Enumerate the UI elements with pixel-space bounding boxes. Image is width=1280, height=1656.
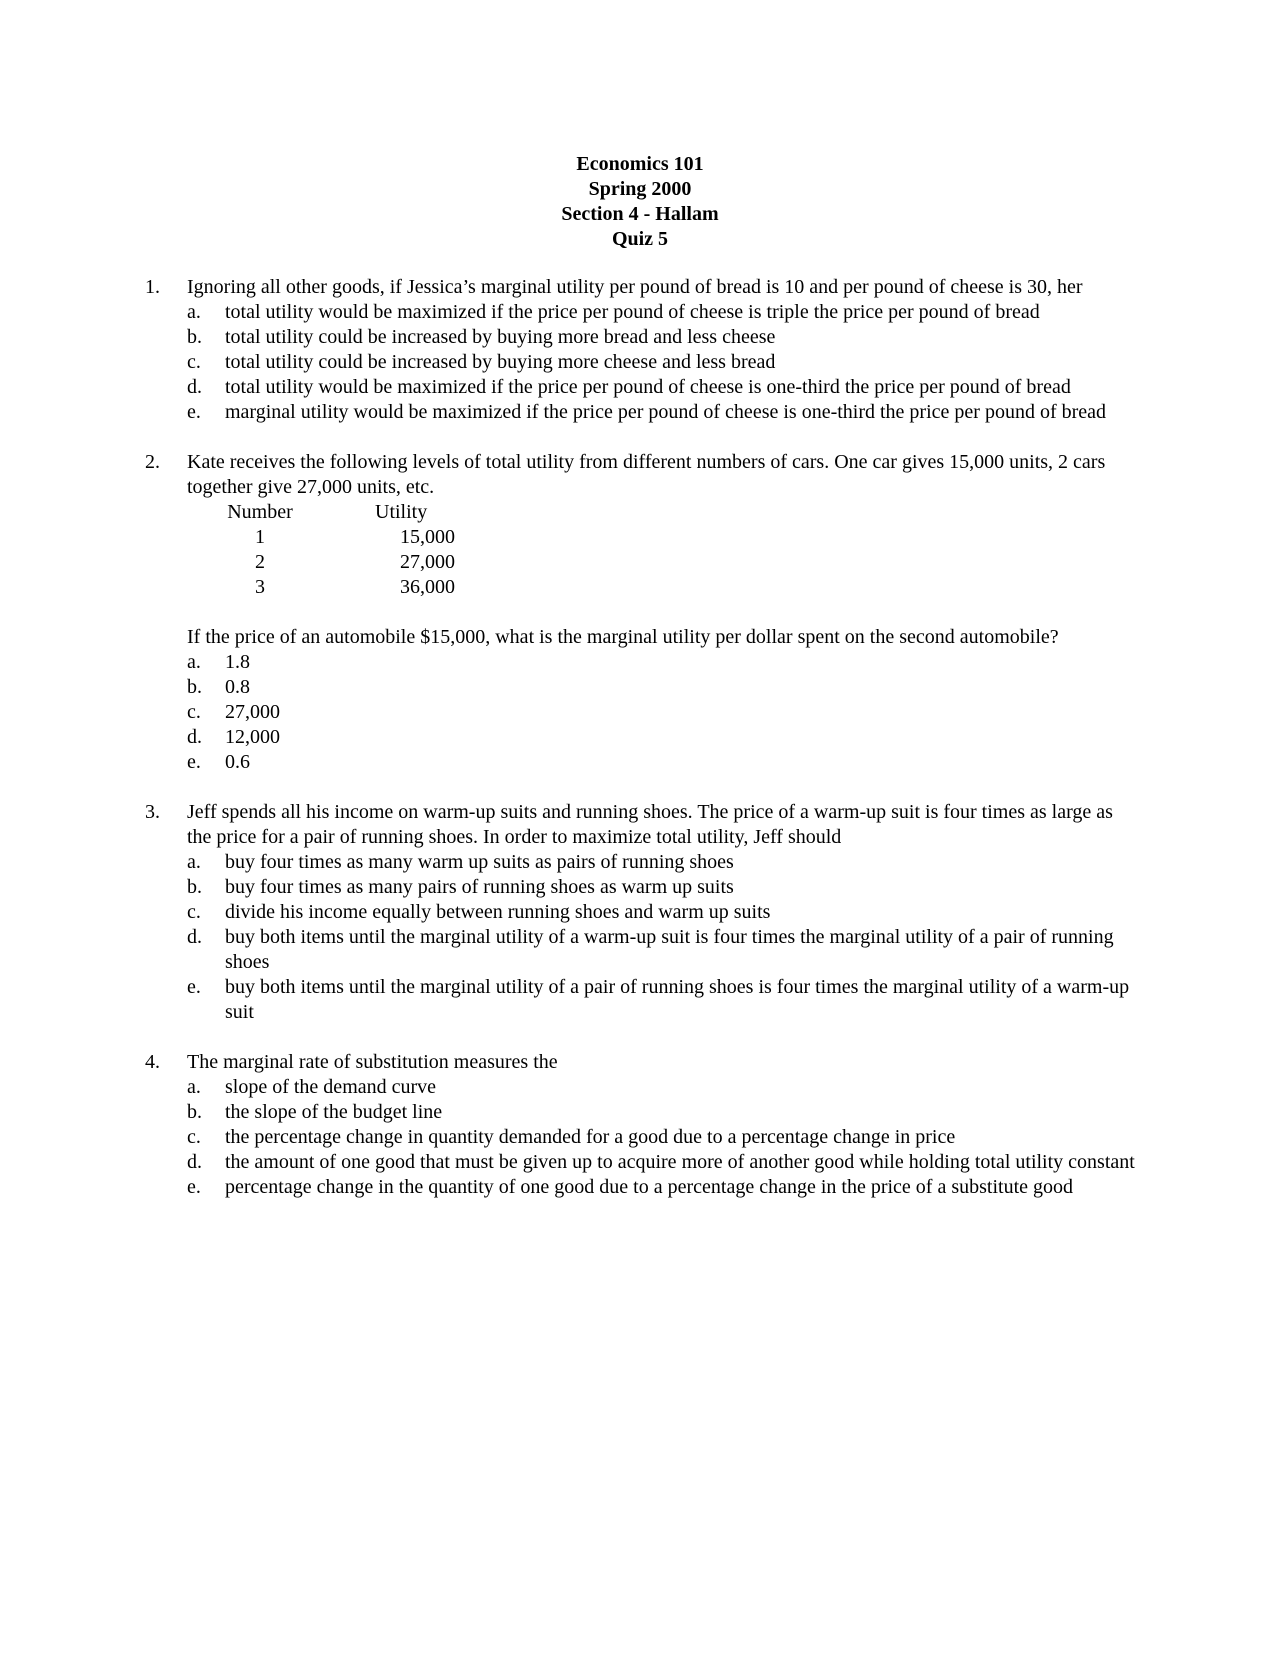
- course-title: Economics 101: [576, 153, 704, 175]
- option-text: total utility could be increased by buying more cheese and less bread: [225, 351, 776, 373]
- option-label: a.: [187, 651, 201, 673]
- option-label: c.: [187, 701, 201, 723]
- option-e: [187, 400, 1135, 425]
- question-4: [145, 1050, 1135, 1200]
- option-a: [187, 1075, 1135, 1100]
- table-cell: 2: [255, 551, 265, 573]
- question-text: Jeff spends all his income on warm-up suits and running shoes. The price of a warm-up suit is four times as large as the price for a pair of running shoes. In order to maximize total utility, Jeff should: [187, 801, 1113, 848]
- question-number: 3.: [145, 801, 160, 823]
- table-row: [225, 575, 455, 600]
- table-cell: 15,000: [400, 526, 455, 548]
- option-text: the percentage change in quantity demanded for a good due to a percentage change in price: [225, 1126, 956, 1148]
- question-1: [145, 275, 1135, 425]
- question-text: The marginal rate of substitution measures the: [187, 1051, 558, 1073]
- option-text: slope of the demand curve: [225, 1076, 437, 1098]
- question-3: [145, 800, 1135, 1025]
- option-text: buy four times as many pairs of running shoes as warm up suits: [225, 876, 734, 898]
- option-label: a.: [187, 851, 201, 873]
- option-label: c.: [187, 901, 201, 923]
- option-text: total utility would be maximized if the price per pound of cheese is triple the price per pound of bread: [225, 301, 1040, 323]
- option-text: 0.8: [225, 676, 250, 698]
- quiz-title: Quiz 5: [611, 228, 669, 250]
- option-d: [187, 925, 1135, 975]
- option-text: 0.6: [225, 751, 250, 773]
- question-list: [145, 275, 1135, 1225]
- quiz-header: [0, 152, 1280, 252]
- option-d: [187, 1150, 1135, 1175]
- option-text: buy both items until the marginal utility of a warm-up suit is four times the marginal utility of a pair of running shoes: [225, 926, 1114, 973]
- option-b: [187, 1100, 1135, 1125]
- option-b: [187, 325, 1135, 350]
- option-c: [187, 350, 1135, 375]
- option-label: b.: [187, 1101, 202, 1123]
- option-text: percentage change in the quantity of one good due to a percentage change in the price of a substitute good: [225, 1176, 1074, 1198]
- table-header-row: [225, 500, 455, 525]
- option-text: buy four times as many warm up suits as pairs of running shoes: [225, 851, 734, 873]
- question-followup: If the price of an automobile $15,000, what is the marginal utility per dollar spent on the second automobile?: [187, 626, 1059, 648]
- option-text: total utility could be increased by buying more bread and less cheese: [225, 326, 776, 348]
- option-text: 1.8: [225, 651, 250, 673]
- question-text: Ignoring all other goods, if Jessica’s marginal utility per pound of bread is 10 and per pound of cheese is 30, her: [187, 276, 1083, 298]
- option-e: [187, 975, 1135, 1025]
- option-text: the amount of one good that must be given up to acquire more of another good while holding total utility constant: [225, 1151, 1135, 1173]
- option-label: d.: [187, 926, 202, 948]
- option-b: [187, 875, 1135, 900]
- option-text: 12,000: [225, 726, 280, 748]
- option-label: a.: [187, 1076, 201, 1098]
- option-a: [187, 650, 1135, 675]
- option-label: d.: [187, 726, 202, 748]
- option-label: b.: [187, 876, 202, 898]
- question-number: 2.: [145, 451, 160, 473]
- option-label: e.: [187, 1176, 201, 1198]
- option-label: e.: [187, 401, 201, 423]
- option-label: c.: [187, 351, 201, 373]
- option-label: e.: [187, 976, 201, 998]
- option-d: [187, 375, 1135, 400]
- option-label: e.: [187, 751, 201, 773]
- option-text: 27,000: [225, 701, 280, 723]
- option-a: [187, 300, 1135, 325]
- option-c: [187, 700, 1135, 725]
- option-label: b.: [187, 676, 202, 698]
- table-cell: 3: [255, 576, 265, 598]
- question-number: 4.: [145, 1051, 160, 1073]
- option-text: marginal utility would be maximized if the price per pound of cheese is one-third the price per pound of bread: [225, 401, 1107, 423]
- table-row: [225, 525, 455, 550]
- question-number: 1.: [145, 276, 160, 298]
- option-label: a.: [187, 301, 201, 323]
- option-d: [187, 725, 1135, 750]
- option-b: [187, 675, 1135, 700]
- option-label: d.: [187, 1151, 202, 1173]
- option-a: [187, 850, 1135, 875]
- table-cell: 27,000: [400, 551, 455, 573]
- table-header-utility: Utility: [375, 501, 428, 523]
- table-header-number: Number: [227, 501, 293, 523]
- option-text: total utility would be maximized if the price per pound of cheese is one-third the price per pound of bread: [225, 376, 1071, 398]
- option-text: divide his income equally between running shoes and warm up suits: [225, 901, 771, 923]
- question-text: Kate receives the following levels of total utility from different numbers of cars. One car gives 15,000 units, 2 cars together give 27,000 units, etc.: [187, 451, 1106, 498]
- option-text: the slope of the budget line: [225, 1101, 443, 1123]
- option-label: d.: [187, 376, 202, 398]
- option-e: [187, 1175, 1135, 1200]
- option-c: [187, 1125, 1135, 1150]
- term: Spring 2000: [588, 178, 692, 200]
- option-c: [187, 900, 1135, 925]
- option-label: c.: [187, 1126, 201, 1148]
- option-label: b.: [187, 326, 202, 348]
- section: Section 4 - Hallam: [561, 203, 719, 225]
- table-cell: 1: [255, 526, 265, 548]
- option-text: buy both items until the marginal utility of a pair of running shoes is four times the marginal utility of a warm-up suit: [225, 976, 1130, 1023]
- option-e: [187, 750, 1135, 775]
- question-2: [145, 450, 1135, 775]
- utility-table: [225, 500, 455, 600]
- table-cell: 36,000: [400, 576, 455, 598]
- table-row: [225, 550, 455, 575]
